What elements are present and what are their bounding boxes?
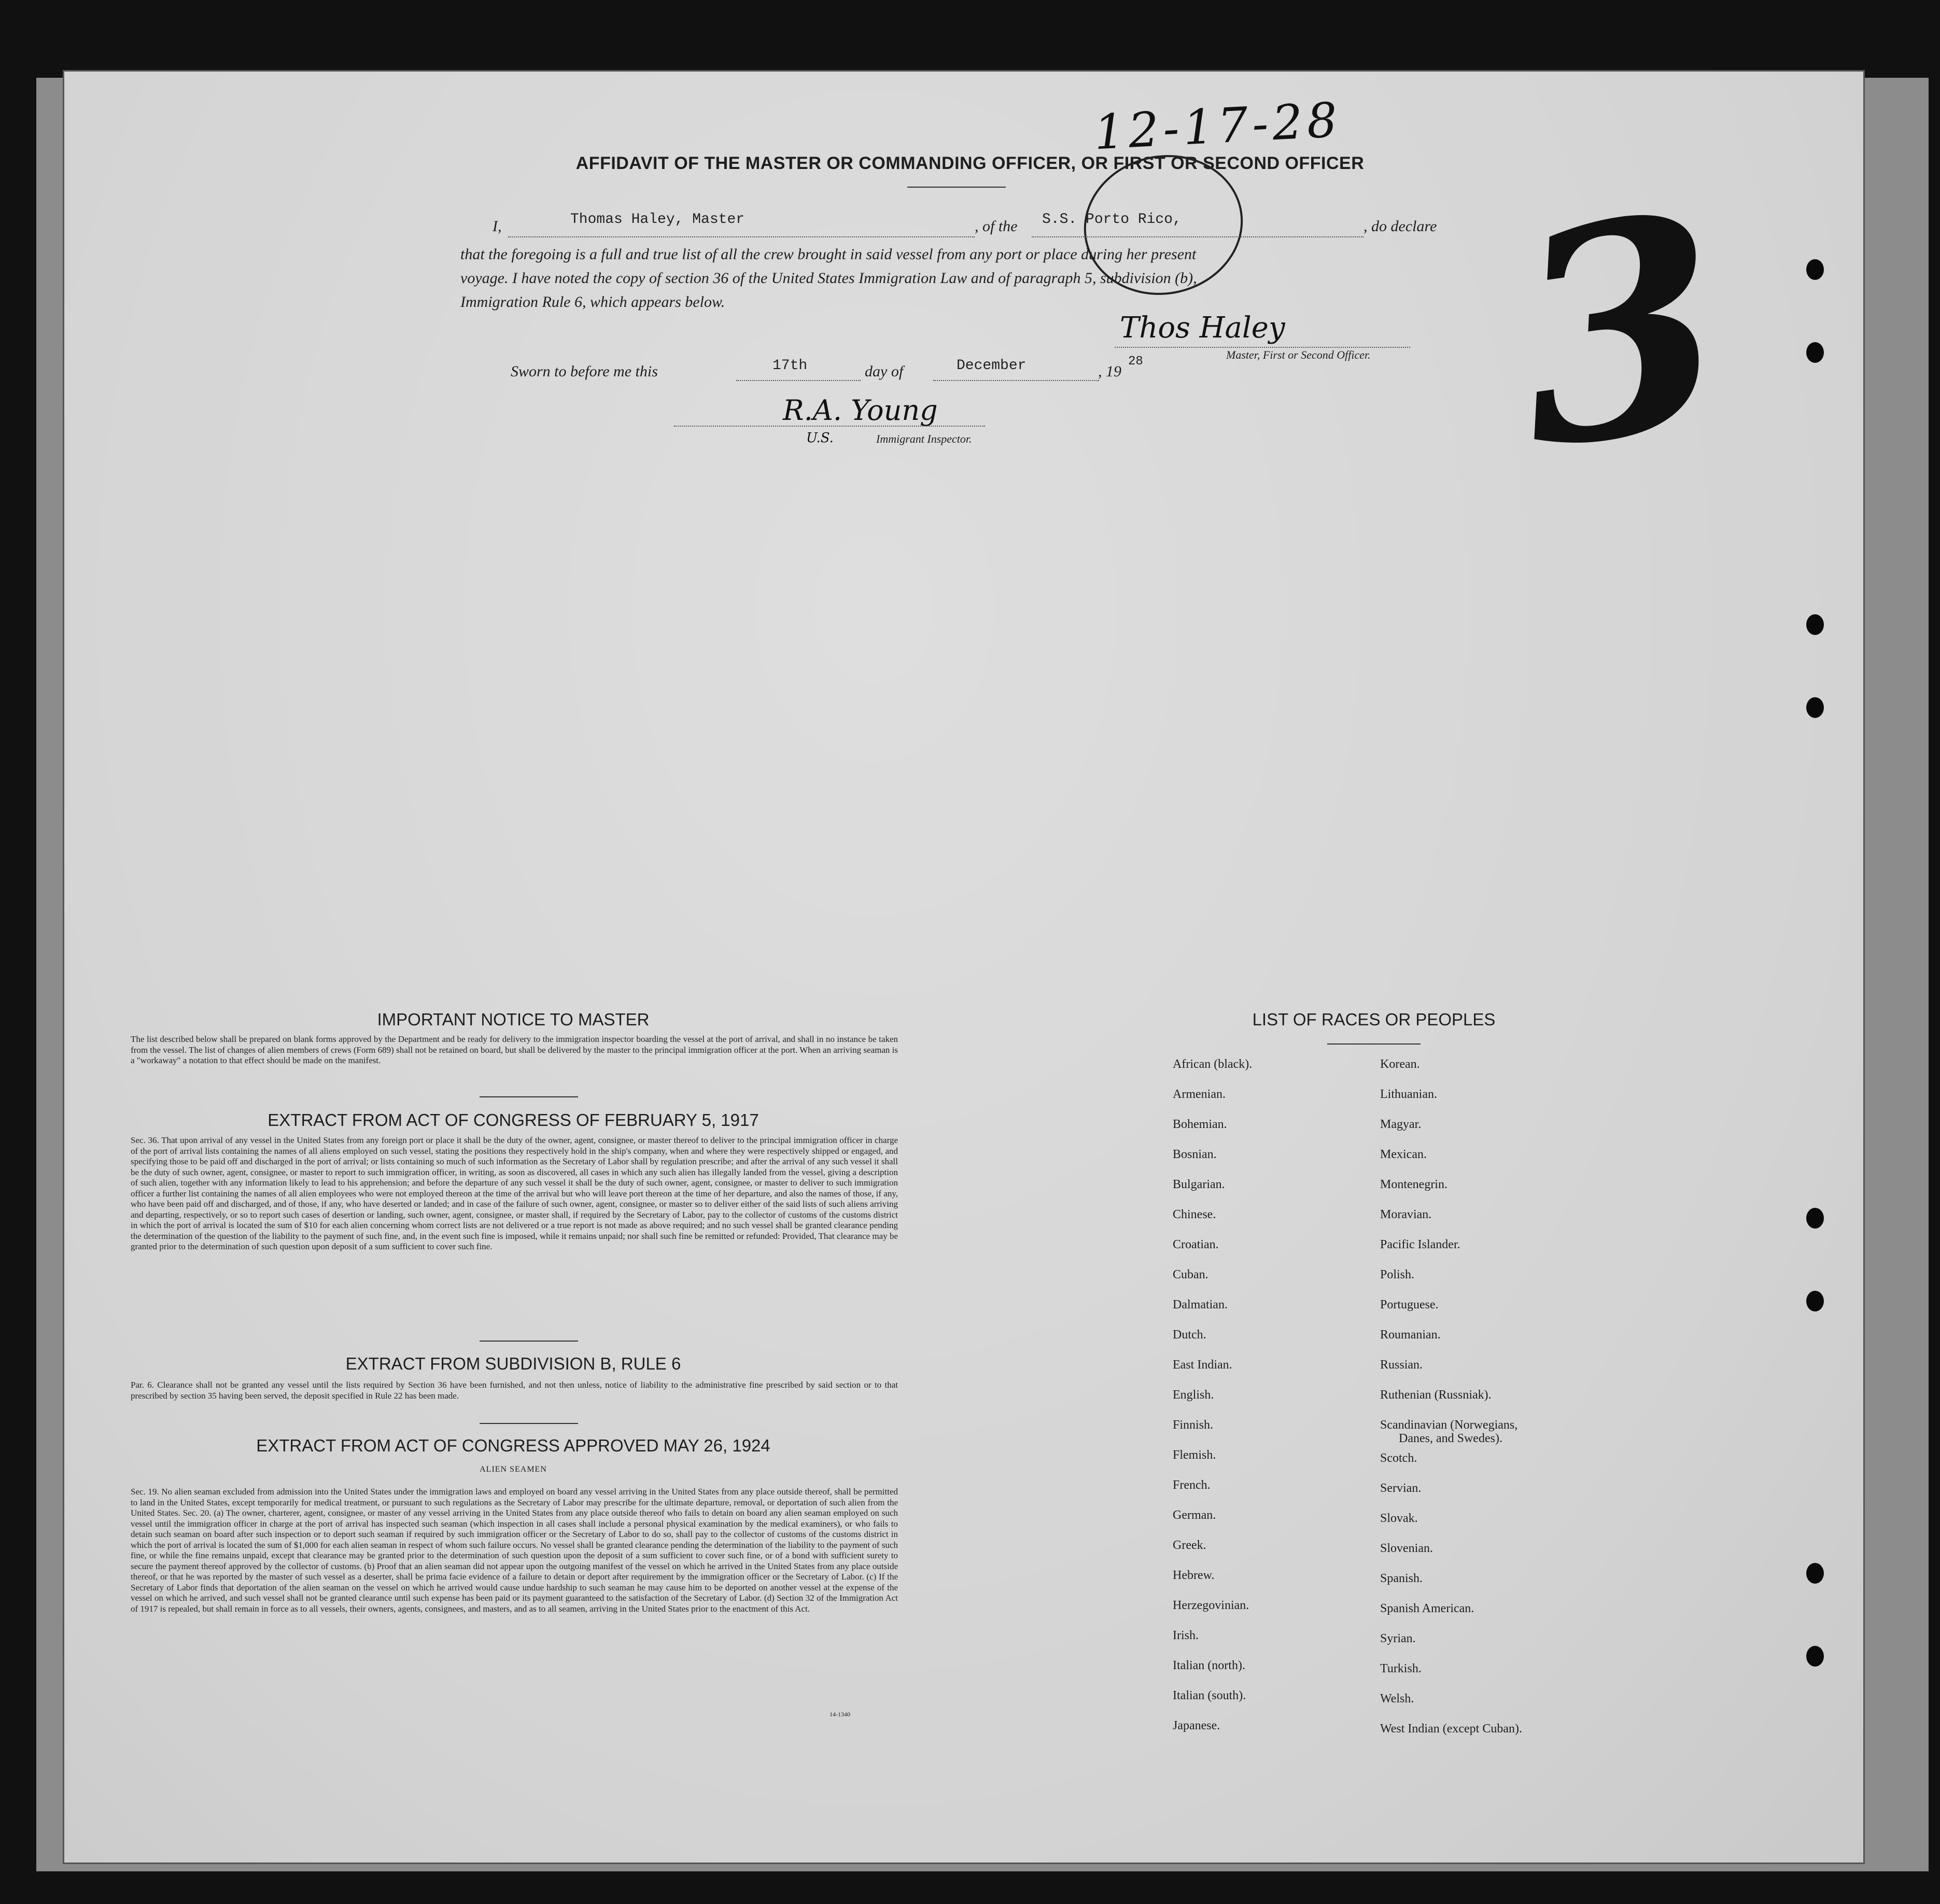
race-item: Spanish. (1380, 1572, 1423, 1585)
notice-title: IMPORTANT NOTICE TO MASTER (377, 1010, 650, 1029)
do-declare-label: , do declare (1363, 218, 1437, 235)
rule6-title: EXTRACT FROM SUBDIVISION B, RULE 6 (345, 1354, 681, 1373)
race-item: Korean. (1380, 1057, 1420, 1071)
race-item: Slovak. (1380, 1512, 1418, 1525)
punch-hole-4 (1806, 697, 1824, 718)
race-item: Lithuanian. (1380, 1088, 1437, 1101)
races-title: LIST OF RACES OR PEOPLES (1252, 1010, 1496, 1029)
form-number: 14-1340 (830, 1711, 850, 1718)
race-item: Turkish. (1380, 1662, 1422, 1675)
inspector-caption: Immigrant Inspector. (876, 432, 972, 445)
race-item: Polish. (1380, 1268, 1415, 1281)
race-item: Bosnian. (1173, 1148, 1217, 1161)
punch-hole-1 (1806, 259, 1824, 280)
master-signature: Thos Haley (1120, 311, 1285, 345)
race-item: Roumanian. (1380, 1328, 1441, 1342)
sworn-day: 17th (772, 358, 808, 374)
signature-caption: Master, First or Second Officer. (1226, 348, 1371, 361)
sworn-month: December (957, 358, 1027, 374)
extract-1924-body: Sec. 19. No alien seaman excluded from admission into the United States under the immigration laws and employed on board any vessel arriving in the United States from any place outside thereof, shall be permitted to land in the United States, except temporarily for medical treatment, or pursuant to such regulations as the Secretary of Labor may prescribe for the ultimate departure, removal, or deportation of such alien from the United States. Sec. 20. (a) The owner, charterer, agent, consignee, or master of any vessel arriving in the United States from any place outside thereof who fails to detain on board any alien seaman employed on such vessel until the immigration officer in charge at the port of arrival has inspected such seaman (which inspection in all cases shall include a personal physical examination by the medical examiners), or who fails to detain such seaman on board after such inspection or to deport such seaman if required by such immigration officer or the Secretary of Labor to do so, shall pay to the collector of customs of the customs district in which the port of arrival is located the sum of $1,000 for each alien seaman in respect of whom such failure occurs. No vessel shall be granted clearance pending the determination of the liability to the payment of such fine, or while the fine remains unpaid, except that clearance may be granted prior to the determination of such question upon the deposit of a sum sufficient to cover such fine, or of a bond with sufficient surety to secure the payment thereof approved by the collector of customs. (b) Proof that an alien seaman did not appear upon the outgoing manifest of the vessel on which he arrived in the United States from any place outside thereof, or that he was reported by the master of such vessel as a deserter, shall be prima facie evidence of a failure to detain or deport after requirement by the immigration officer or the Secretary of Labor. (c) If the Secretary of Labor finds that deportation of the alien seaman on the vessel on which he arrived would cause undue hardship to such seaman he may cause him to be deported on another vessel at the expense of the vessel on which he arrived, and such vessel shall not be granted clearance until such expense has been paid or its payment guaranteed to the satisfaction of the Secretary of Labor. (d) Section 32 of the Immigration Act of 1917 is repealed, but shall remain in force as to all vessels, their owners, agents, consignees, and masters, and as to all seamen, arriving in the United States prior to the enactment of this Act. (131, 1487, 898, 1614)
race-item: Syrian. (1380, 1632, 1416, 1645)
race-item: Chinese. (1173, 1208, 1216, 1221)
day-of-label: day of (865, 363, 904, 380)
race-item: German. (1173, 1508, 1216, 1522)
race-item: Irish. (1173, 1629, 1199, 1642)
signature-line (1115, 346, 1410, 348)
affidavit-title: AFFIDAVIT OF THE MASTER OR COMMANDING OFFICER, OR FIRST OR SECOND OFFICER (575, 153, 1365, 173)
punch-hole-6 (1806, 1291, 1824, 1311)
sworn-label: Sworn to before me this (511, 363, 658, 380)
title-divider (907, 187, 1006, 188)
race-item: Cuban. (1173, 1268, 1208, 1281)
race-item: Finnish. (1173, 1418, 1214, 1432)
race-item: Portuguese. (1380, 1298, 1439, 1311)
race-item: Scandinavian (Norwegians, (1380, 1418, 1518, 1432)
race-item: Croatian. (1173, 1238, 1219, 1251)
inspector-signature: R.A. Young (783, 394, 938, 427)
race-item: Spanish American. (1380, 1602, 1474, 1615)
race-item: Greek. (1173, 1539, 1206, 1552)
i-label: I, (493, 218, 502, 235)
race-item: Danes, and Swedes). (1399, 1432, 1502, 1445)
year-prefix: , 19 (1098, 363, 1121, 380)
notice-body: The list described below shall be prepared on blank forms approved by the Department and be ready for delivery to the immigration inspector boarding the vessel at the port of arrival, and shall in no instance be taken from the vessel. The list of changes of alien members of crews (Form 689) shall not be retained on board, but shall be delivered by the master to the principal immigration officer at the port. When an arriving seaman is a "workaway" a notation to that effect should be made on the manifest. (131, 1034, 898, 1065)
race-item: Hebrew. (1173, 1569, 1215, 1582)
rule6-body: Par. 6. Clearance shall not be granted any vessel until the lists required by Section 36 have been furnished, and not then unless, notice of liability to the administrative fine prescribed by said section or to that prescribed by section 35 having been served, the deposit specified in Rule 22 has been made. (131, 1380, 898, 1401)
of-the-label: , of the (975, 218, 1018, 235)
punch-hole-8 (1806, 1646, 1824, 1667)
race-item: Mexican. (1380, 1148, 1427, 1161)
race-item: Dalmatian. (1173, 1298, 1228, 1311)
punch-hole-7 (1806, 1563, 1824, 1584)
sworn-day-line (736, 379, 861, 381)
race-item: Herzegovinian. (1173, 1599, 1249, 1612)
race-item: English. (1173, 1388, 1214, 1402)
extract-1917-body: Sec. 36. That upon arrival of any vessel in the United States from any foreign port or place it shall be the duty of the owner, agent, consignee, or master thereof to deliver to the principal immigration officer in charge of the port of arrival lists containing the names of all aliens employed on such vessel, stating the positions they respectively hold in the ship's company, when and where they were respectively shipped or engaged, and specifying those to be paid off and discharged in the port of arrival; or lists containing so much of such information as the Secretary of Labor shall by regulation prescribe; and after the arrival of any such vessel it shall be the duty of such owner, agent, consignee, or master to report to such immigration officer, in writing, as soon as discovered, all cases in which any such alien has illegally landed from the vessel, giving a description of such alien, together with any information likely to lead to his apprehension; and before the departure of any such vessel it shall be the duty of such owner, agent, consignee, or master to deliver to such immigration officer a further list containing the names of all alien employees who were not employed thereon at the time of the arrival but who will leave port thereon at the time of her departure, and also the names of those, if any, who have been paid off and discharged, and of those, if any, who have deserted or landed; and in case of the failure of such owner, agent, consignee, or master so to deliver either of the said lists of such aliens arriving and departing, respectively, or so to report such cases of desertion or landing, such owner, agent, consignee, or master shall, if required by the Secretary of Labor, pay to the collector of customs of the customs district in which the port of arrival is located the sum of $10 for each alien concerning whom correct lists are not delivered or a true report is not made as above required; and no such vessel shall be granted clearance pending the determination of the question of the liability to the payment of such fine, and, in the event such fine is imposed, while it remains unpaid; nor shall such fine be remitted or refunded: Provided, That clearance may be granted prior to the determination of such question upon deposit of a sum sufficient to cover such fine. (131, 1135, 898, 1251)
notice-divider (480, 1096, 578, 1097)
vessel-name-line (1032, 236, 1363, 237)
race-item: Montenegrin. (1380, 1178, 1447, 1191)
sworn-year: 28 (1128, 355, 1143, 369)
punch-hole-2 (1806, 342, 1824, 363)
inspector-initials: U.S. (806, 430, 834, 446)
race-item: Japanese. (1173, 1719, 1220, 1732)
race-item: Flemish. (1173, 1448, 1216, 1462)
race-item: Italian (south). (1173, 1689, 1246, 1702)
race-item: Dutch. (1173, 1328, 1206, 1342)
master-name-line (508, 236, 975, 237)
extract-1924-title: EXTRACT FROM ACT OF CONGRESS APPROVED MAY 26, 1924 (256, 1436, 770, 1455)
affidavit-line-3: voyage. I have noted the copy of section 36 of the United States Immigration Law and of paragraph 5, subdivision (b), (460, 270, 1197, 287)
vessel-name: S.S. Porto Rico, (1042, 211, 1182, 228)
extract-1917-title: EXTRACT FROM ACT OF CONGRESS OF FEBRUARY 5, 1917 (268, 1110, 759, 1130)
punch-hole-3 (1806, 614, 1824, 635)
race-item: East Indian. (1173, 1358, 1232, 1372)
race-item: Servian. (1380, 1482, 1422, 1495)
sworn-month-line (933, 379, 1099, 381)
extract-1917-divider (480, 1341, 578, 1342)
race-item: Welsh. (1380, 1692, 1414, 1705)
race-item: Moravian. (1380, 1208, 1432, 1221)
master-name: Thomas Haley, Master (570, 211, 745, 228)
race-item: Slovenian. (1380, 1542, 1433, 1555)
race-item: Magyar. (1380, 1118, 1422, 1131)
inspector-signature-line (674, 425, 985, 427)
race-item: Bulgarian. (1173, 1178, 1225, 1191)
punch-hole-5 (1806, 1208, 1824, 1229)
race-item: Ruthenian (Russniak). (1380, 1388, 1492, 1402)
race-item: Scotch. (1380, 1451, 1417, 1465)
affidavit-line-4: Immigration Rule 6, which appears below. (460, 293, 725, 311)
race-item: Italian (north). (1173, 1659, 1245, 1672)
affidavit-line-2: that the foregoing is a full and true list of all the crew brought in said vessel from any port or place during her present (460, 246, 1197, 263)
extract-1924-subtitle: ALIEN SEAMEN (480, 1465, 547, 1474)
rule6-divider (480, 1423, 578, 1424)
race-item: Russian. (1380, 1358, 1423, 1372)
race-item: Bohemian. (1173, 1118, 1227, 1131)
race-item: African (black). (1173, 1057, 1253, 1071)
handwritten-date: 12-17-28 (1092, 92, 1343, 161)
race-item: Armenian. (1173, 1088, 1226, 1101)
race-item: French. (1173, 1478, 1211, 1492)
race-item: Pacific Islander. (1380, 1238, 1460, 1251)
race-item: West Indian (except Cuban). (1380, 1722, 1522, 1736)
margin-mark: 3 (1496, 149, 1744, 515)
races-divider (1327, 1043, 1421, 1045)
